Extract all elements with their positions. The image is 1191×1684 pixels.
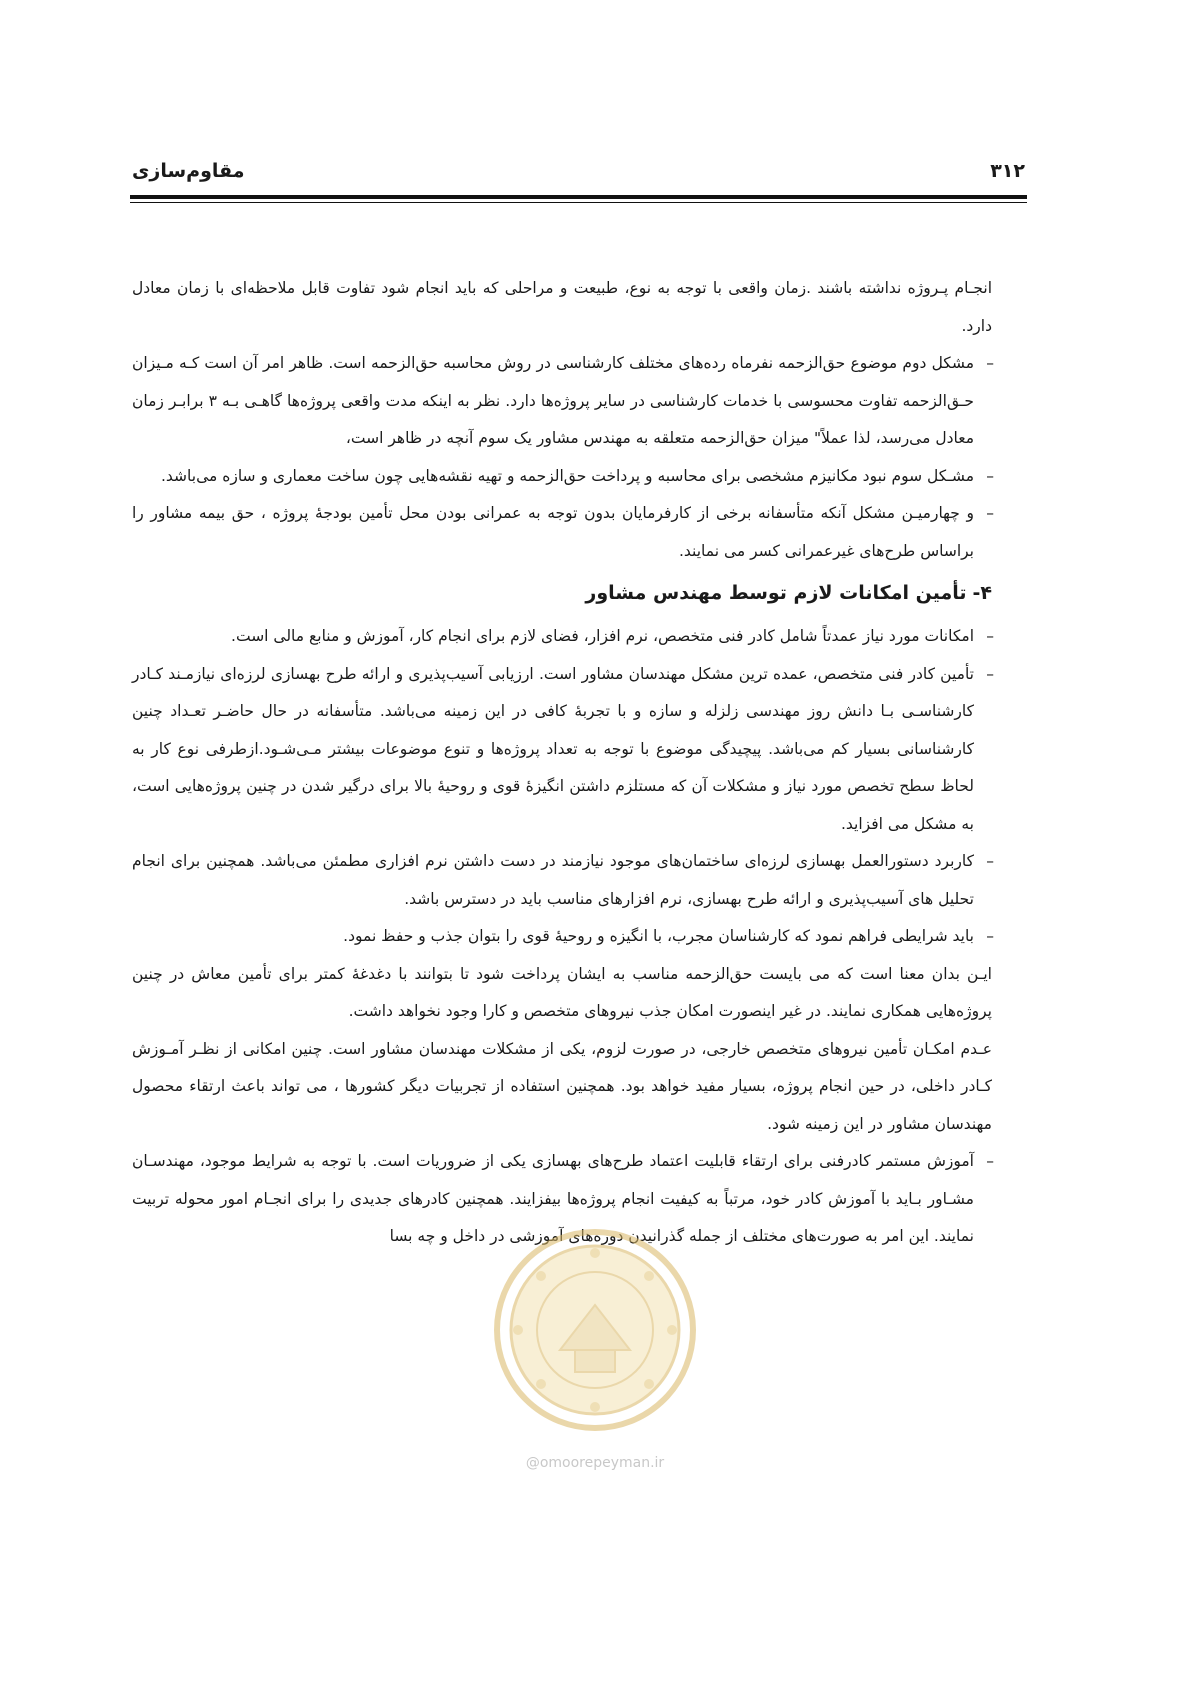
header-rule-thick [130, 195, 1027, 199]
bullet-text: مشکل دوم موضوع حق‌الزحمه نفرماه رده‌های مختلف کارشناسی در روش محاسبه حق‌الزحمه است. ظاهر امر آن است کـه مـیزان حـق‌الزحمه تفاوت محسوسی با خدمات کارشناسی در سایر پروژه‌ها دارد. نظر به اینکه مدت واقعی پروژه‌ها گاهـی بـه ۳ برابـر زمان معادل می‌رسد، لذا عملاً" میزان حق‌الزحمه متعلقه به مهندس مشاور یک سوم آنچه در ظاهر است، [132, 354, 974, 447]
bullet-dash: – [986, 466, 994, 485]
paragraph: ایـن بدان معنا است که می بایست حق‌الزحمه مناسب به ایشان پرداخت شود تا بتوانند با دغدغۀ کمتر برای تأمین معاش در چنین پروژه‌هایی همکاری نمایند. در غیر اینصورت امکان جذب نیروهای متخصص و کارا وجود نخواهد داشت. [132, 964, 992, 1020]
bullet-text: و چهارمیـن مشکل آنکه متأسفانه برخی از کارفرمایان بدون توجه به عمرانی بودن محل تأمین بودجۀ پروژه ، حق بیمه مشاور را براساس طرح‌های غیرعمرانی کسر می نمایند. [132, 504, 974, 560]
list-item [132, 458, 992, 496]
page-number: ۳۱۲ [990, 160, 1025, 182]
running-title: مقاوم‌سازی [132, 160, 245, 182]
section-number: ۴- [972, 582, 992, 604]
section-title: تأمین امکانات لازم توسط مهندس مشاور [585, 582, 967, 604]
bullet-text: آموزش مستمر کادرفنی برای ارتقاء قابلیت اعتماد طرح‌های بهسازی یکی از ضروریات است. با توجه به شرایط موجود، مهندسـان مشـاور بـاید با آموزش کادر خود، مرتباً به کیفیت انجام پروژه‌ها بیفزایند. همچنین کادرهای جدیدی را برای انجـام امور محوله تربیت نمایند. این امر به صورت‌های مختلف از جمله گذرانیدن دوره‌های آموزشی در داخل و چه بسا [132, 1152, 974, 1245]
list-item [132, 345, 992, 458]
watermark-url: @omoorepeyman.ir [525, 1455, 665, 1471]
header-rule-thin [130, 202, 1027, 203]
watermark-seal-icon [490, 1225, 700, 1435]
bullet-dash: – [986, 664, 994, 683]
intro-paragraph: انجـام پـروژه نداشته باشند .زمان واقعی با توجه به نوع، طبیعت و مراحلی که باید انجام شود تفاوت قابل ملاحظه‌ای با زمان معادل دارد. [132, 279, 992, 335]
bullet-dash: – [986, 504, 994, 522]
bullet-text: کاربرد دستورالعمل بهسازی لرزه‌ای ساختمان‌های موجود نیازمند در دست داشتن نرم افزاری مطمئن می‌باشد. همچنین برای انجام تحلیل های آسیب‌پذیری و ارائه طرح بهسازی، نرم افزارهای مناسب باید در دسترس باشد. [132, 852, 974, 908]
bullet-dash: – [986, 1152, 994, 1170]
bullet-dash: – [986, 927, 994, 945]
list-item [132, 495, 992, 570]
list-item [132, 656, 992, 844]
paragraph: عـدم امکـان تأمین نیروهای متخصص خارجی، در صورت لزوم، یکی از مشکلات مهندسان مشاور است. چنین امکانی از نظـر آمـوزش کـادر داخلی، در حین انجام پروژه، بسیار مفید خواهد بود. همچنین استفاده از تجربیات دیگر کشورها ، می تواند باعث ارتقاء محصول مهندسان مشاور در این زمینه شود. [132, 1039, 992, 1133]
bullet-dash: – [986, 852, 994, 870]
body-text [132, 270, 992, 1256]
page-header [132, 160, 1025, 190]
list-item [132, 618, 992, 656]
section-heading [132, 574, 992, 612]
bullet-text: تأمین کادر فنی متخصص، عمده ترین مشکل مهندسان مشاور است. ارزیابی آسیب‌پذیری و ارائه طرح بهسازی لرزه‌ای نیازمـند کـادر کارشناسـی بـا دانش روز مهندسی زلزله و سازه و با تجربۀ کافی در این زمینه می‌باشد. متأسفانه در حال حاضـر تعـداد چنین کارشناسانی بسیار کم می‌باشد. پیچیدگی موضوع با توجه به تعداد پروژه‌ها و تنوع موضوعات بیشتر مـی‌شـود.ازطرفی نوع کار به لحاظ سطح تخصص مورد نیاز و مشکلات آن که مستلزم داشتن انگیزۀ قوی و روحیۀ بالا برای درگیر شدن در چنین پروژه‌هایی است، به مشکل می افزاید. [132, 664, 974, 833]
list-item [132, 843, 992, 918]
bullet-text: امکانات مورد نیاز عمدتاً شامل کادر فنی متخصص، نرم افزار، فضای لازم برای انجام کار، آموزش و منابع مالی است. [231, 627, 974, 645]
bullet-text: باید شرایطی فراهم نمود که کارشناسان مجرب، با انگیزه و روحیۀ قوی را بتوان جذب و حفظ نمود. [343, 927, 974, 945]
bullet-dash: – [986, 627, 994, 645]
bullet-dash: – [986, 354, 994, 372]
list-item [132, 918, 992, 956]
bullet-text: مشـکل سوم نبود مکانیزم مشخصی برای محاسبه و پرداخت حق‌الزحمه و تهیه نقشه‌هایی چون ساخت معماری و سازه می‌باشد. [160, 466, 974, 485]
